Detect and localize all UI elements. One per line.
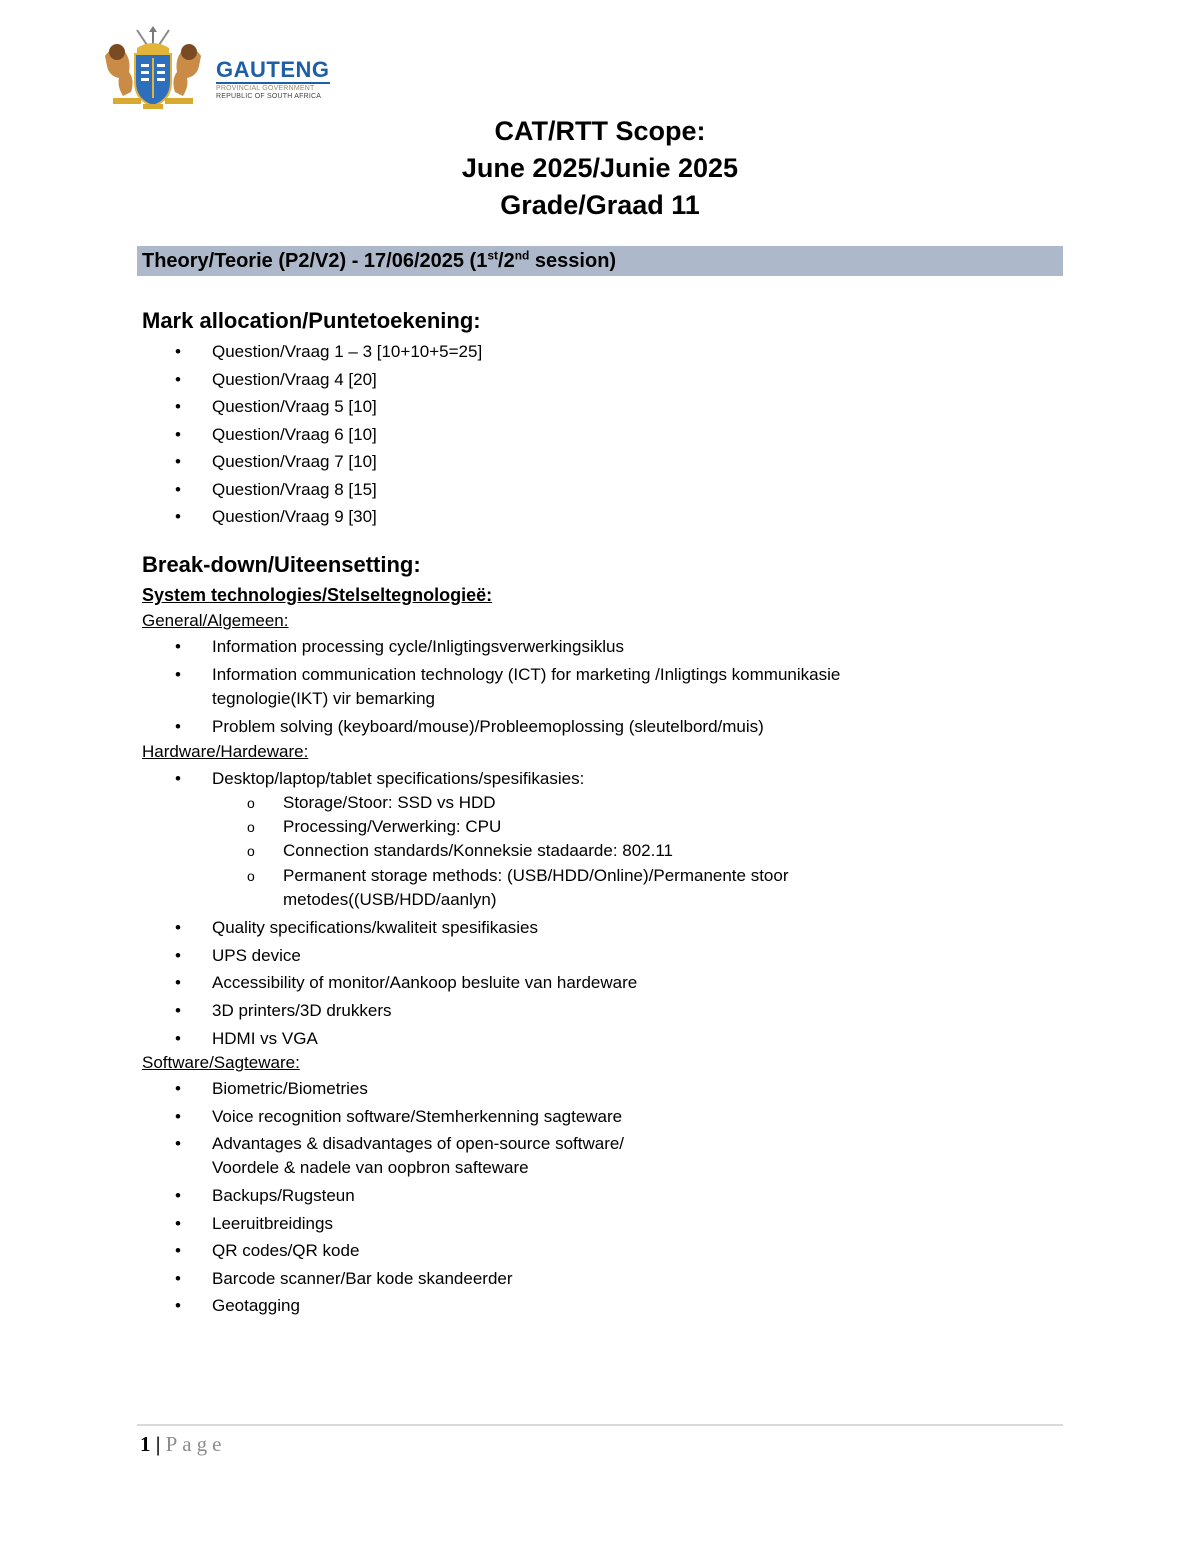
session-sup-2: nd [514, 248, 530, 263]
sub-list-item-text: Permanent storage methods: (USB/HDD/Online)/Permanente stoor [283, 866, 789, 885]
logo-subtitle-2: REPUBLIC OF SOUTH AFRICA [216, 93, 322, 100]
bullet-icon: • [175, 973, 181, 992]
session-sup-1: st [487, 248, 499, 263]
list-item-text: Information communication technology (ICT) for marketing /Inligtings kommunikasie [212, 665, 841, 684]
list-item-text: UPS device [212, 946, 301, 965]
list-item-text: Voice recognition software/Stemherkenning sagteware [212, 1107, 623, 1126]
logo-subtitle-1: PROVINCIAL GOVERNMENT [216, 85, 315, 92]
bullet-icon: • [175, 1241, 181, 1260]
coat-of-arms-icon [97, 26, 209, 110]
bullet-icon: • [175, 342, 181, 361]
bullet-icon: • [175, 370, 181, 389]
bullet-icon: • [175, 1001, 181, 1020]
logo-name: GAUTENG [216, 57, 330, 82]
page-separator: | [155, 1432, 161, 1456]
bullet-icon: • [175, 1107, 181, 1126]
list-item-text: Accessibility of monitor/Aankoop besluite van hardeware [212, 973, 638, 992]
page-label: Page [165, 1432, 227, 1456]
title-line-2: June 2025/Junie 2025 [461, 153, 739, 183]
bullet-icon: • [175, 717, 181, 736]
bullet-icon: • [175, 507, 181, 526]
bullet-icon: • [175, 1214, 181, 1233]
session-band [137, 246, 1063, 276]
sub-list-item-text: Storage/Stoor: SSD vs HDD [283, 793, 496, 812]
list-item-text: QR codes/QR kode [212, 1241, 360, 1260]
session-heading [142, 250, 616, 272]
page-number: 1 [140, 1432, 151, 1456]
general-heading: General/Algemeen: [142, 611, 289, 630]
bullet-icon: • [175, 1186, 181, 1205]
list-item-text: Voordele & nadele van oopbron safteware [212, 1158, 529, 1177]
list-item-text: Question/Vraag 6 [10] [212, 425, 377, 444]
list-item-text: tegnologie(IKT) vir bemarking [212, 689, 435, 708]
software-heading: Software/Sagteware: [142, 1053, 300, 1072]
bullet-icon: • [175, 452, 181, 471]
title-line-1: CAT/RTT Scope: [494, 116, 706, 146]
list-item-text: Quality specifications/kwaliteit spesifikasies [212, 918, 538, 937]
title-line-3: Grade/Graad 11 [500, 190, 700, 220]
bullet-icon: • [175, 1079, 181, 1098]
logo-wordmark [216, 59, 330, 101]
list-item-text: Question/Vraag 9 [30] [212, 507, 377, 526]
list-item-text: 3D printers/3D drukkers [212, 1001, 392, 1020]
bullet-icon: • [175, 918, 181, 937]
circle-bullet-icon: o [247, 843, 255, 859]
bullet-icon: • [175, 397, 181, 416]
list-item-text: Biometric/Biometries [212, 1079, 368, 1098]
gauteng-logo [97, 26, 337, 112]
footer-divider [137, 1424, 1063, 1426]
bullet-icon: • [175, 637, 181, 656]
bullet-icon: • [175, 769, 181, 788]
bullet-icon: • [175, 665, 181, 684]
circle-bullet-icon: o [247, 868, 255, 884]
document-title [0, 113, 1200, 224]
list-item-text: HDMI vs VGA [212, 1029, 318, 1048]
bullet-icon: • [175, 425, 181, 444]
list-item-text: Advantages & disadvantages of open-source software/ [212, 1134, 625, 1153]
system-technologies-heading: System technologies/Stelseltegnologieë: [142, 585, 493, 605]
list-item-text: Problem solving (keyboard/mouse)/Probleemoplossing (sleutelbord/muis) [212, 717, 764, 736]
list-item-text: Leeruitbreidings [212, 1214, 333, 1233]
hardware-heading: Hardware/Hardeware: [142, 742, 309, 761]
list-item-text: Information processing cycle/Inligtingsverwerkingsiklus [212, 637, 624, 656]
bullet-icon: • [175, 480, 181, 499]
page-footer [140, 1432, 226, 1456]
list-item-text: Barcode scanner/Bar kode skandeerder [212, 1269, 513, 1288]
list-item-text: Question/Vraag 5 [10] [212, 397, 377, 416]
session-suffix: session) [529, 250, 617, 272]
list-item-text: Desktop/laptop/tablet specifications/spesifikasies: [212, 769, 585, 788]
breakdown-heading: Break-down/Uiteensetting: [142, 552, 421, 577]
bullet-icon: • [175, 1134, 181, 1153]
mark-allocation-heading: Mark allocation/Puntetoekening: [142, 308, 481, 333]
sub-list-item-text: Processing/Verwerking: CPU [283, 817, 502, 836]
list-item-text: Geotagging [212, 1296, 300, 1315]
list-item-text: Question/Vraag 7 [10] [212, 452, 377, 471]
bullet-icon: • [175, 1269, 181, 1288]
sub-list-item-text: Connection standards/Konneksie stadaarde: 802.11 [283, 841, 674, 860]
circle-bullet-icon: o [247, 795, 255, 811]
list-item-text: Question/Vraag 8 [15] [212, 480, 377, 499]
list-item-text: Backups/Rugsteun [212, 1186, 355, 1205]
sub-list-item-text: metodes((USB/HDD/aanlyn) [283, 890, 497, 909]
circle-bullet-icon: o [247, 819, 255, 835]
session-prefix: Theory/Teorie (P2/V2) - 17/06/2025 (1 [142, 250, 488, 272]
session-mid: /2 [498, 250, 515, 272]
bullet-icon: • [175, 946, 181, 965]
bullet-icon: • [175, 1029, 181, 1048]
bullet-icon: • [175, 1296, 181, 1315]
list-item-text: Question/Vraag 4 [20] [212, 370, 377, 389]
list-item-text: Question/Vraag 1 – 3 [10+10+5=25] [212, 342, 483, 361]
